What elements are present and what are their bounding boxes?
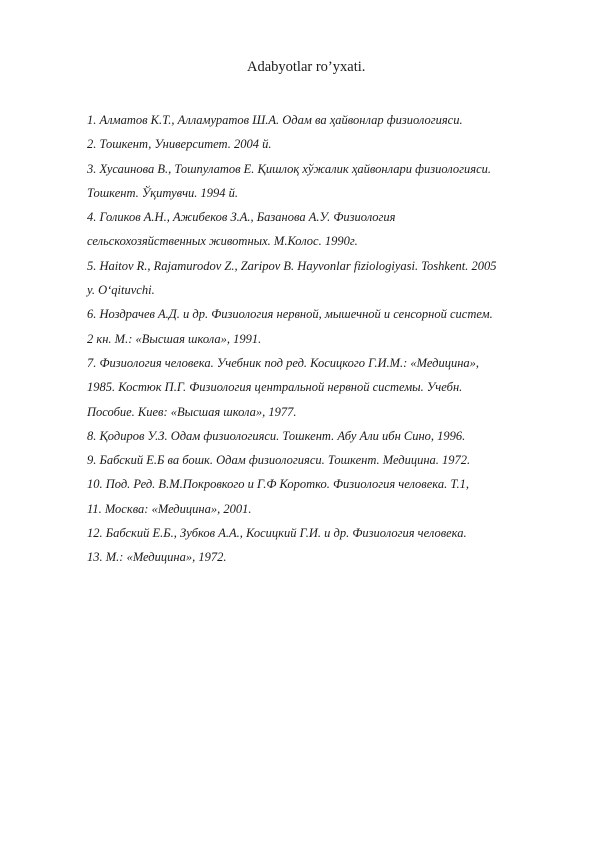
- reference-line: 12. Бабский Е.Б., Зубков А.А., Косицкий Г.И. и др. Физиология человека.: [87, 526, 467, 541]
- reference-line: 3. Хусаинова В., Тошпулатов Е. Қишлоқ хўжалик ҳайвонлари физиологияси.: [87, 161, 491, 176]
- reference-line: 2 кн. М.: «Высшая школа», 1991.: [87, 331, 262, 346]
- reference-line: Тошкент. Ўқитувчи. 1994 й.: [87, 185, 239, 200]
- reference-line: 4. Голиков А.Н., Ажибеков З.А., Базанова А.У. Физиология: [87, 210, 396, 225]
- document-title: Adabyotlar ro’yxati.: [247, 59, 366, 75]
- reference-line: 2. Тошкент, Университет. 2004 й.: [87, 137, 272, 152]
- reference-line: 13. М.: «Медицина», 1972.: [87, 550, 227, 565]
- reference-line: 6. Ноздрачев А.Д. и др. Физиология нервной, мышечной и сенсорной систем.: [87, 307, 493, 322]
- reference-line: сельскохозяйственных животных. М.Колос. 1990г.: [87, 234, 358, 249]
- reference-list: [87, 108, 496, 570]
- reference-line: 8. Қодиров У.З. Одам физиологияси. Тошкент. Абу Али ибн Сино, 1996.: [87, 428, 466, 443]
- reference-line: 10. Под. Ред. В.М.Покровкого и Г.Ф Коротко. Физиология человека. Т.1,: [87, 477, 469, 492]
- reference-line: 5. Haitov R., Rajamurodov Z., Zaripov B. Hayvonlar fiziologiyasi. Toshkent. 2005: [87, 258, 497, 273]
- reference-line: Пособие. Киев: «Высшая школа», 1977.: [87, 404, 297, 419]
- reference-line: 9. Бабский Е.Б ва бошк. Одам физиологияси. Тошкент. Медицина. 1972.: [87, 453, 471, 468]
- reference-line: 1. Алматов К.Т., Алламуратов Ш.А. Одам ва ҳайвонлар физиологияси.: [87, 113, 463, 127]
- reference-line: 7. Физиология человека. Учебник под ред. Косицкого Г.И.М.: «Медицина»,: [87, 355, 480, 370]
- reference-line: y. O‘qituvchi.: [87, 283, 155, 298]
- reference-line: 1985. Костюк П.Г. Физиология центральной нервной системы. Учебн.: [87, 380, 463, 395]
- reference-line: 11. Москва: «Медицина», 2001.: [87, 501, 252, 516]
